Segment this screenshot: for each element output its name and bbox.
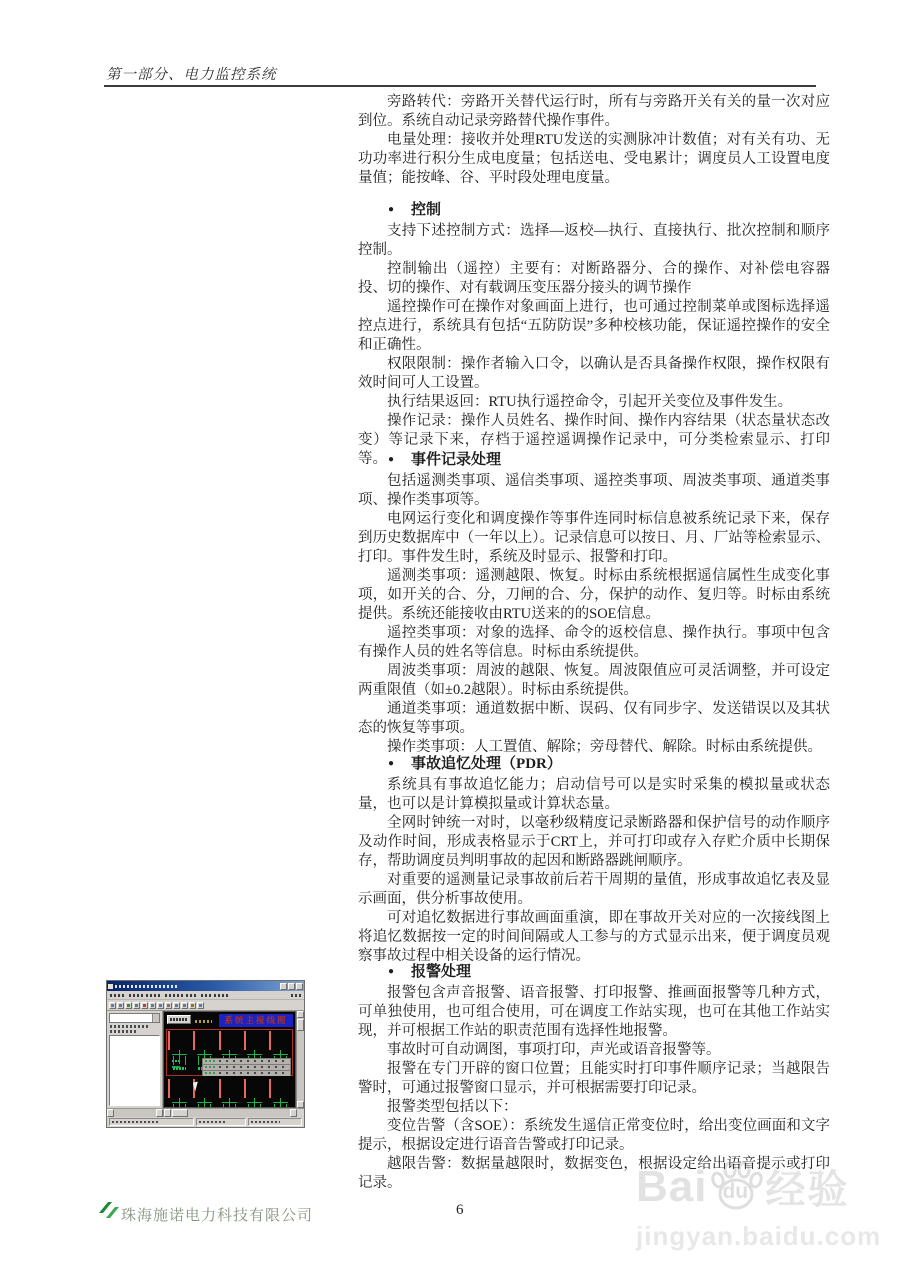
body-paragraph: 事故时可自动调图，事项打印，声光或语音报警等。 (387, 1042, 721, 1058)
header-section-title: 第一部分、电力监控系统 (106, 67, 277, 83)
bullet-icon: ● (388, 966, 395, 977)
toolbar-icon (165, 1002, 172, 1009)
vertical-scrollbar (296, 1011, 304, 1108)
body-paragraph: 周波类事项：周波的越限、恢复。周波限值应可灵活调整，并可设定两重限值（如±0.2越限）。时标由系统提供。 (358, 663, 830, 698)
section-heading (358, 450, 830, 470)
intro-block (358, 93, 830, 188)
canvas-h-scrollbar (164, 1109, 297, 1117)
bullet-icon: ● (388, 758, 395, 769)
menu-item (165, 994, 183, 997)
feeder-bay (219, 1080, 241, 1108)
watermark-brand-latin: Bai (636, 1161, 708, 1211)
toolbar-icon (149, 1002, 156, 1009)
scroll-left-icon (107, 1109, 114, 1117)
body-paragraph: 操作记录：操作人员姓名、操作时间、操作内容结果（状态量状态改变）等记录下来，存档于遥控遥调操作记录中，可分类检索显示、打印等。 (358, 413, 830, 467)
panel-label (110, 1025, 148, 1028)
body-paragraph: 操作类事项：人工置值、解除；旁母替代、解除。时标由系统提供。 (387, 739, 822, 755)
section-pdr (358, 754, 830, 966)
body-paragraph: 电量处理：接收并处理RTU发送的实测脉冲计数值；对有关有功、无功功率进行积分生成电度量；包括送电、受电累计；调度员人工设置电度量值；能按峰、谷、平时段处理电度量。 (358, 132, 830, 186)
body-paragraph: 旁路转代：旁路开关替代运行时，所有与旁路开关有关的量一次对应到位。系统自动记录旁路替代操作事件。 (358, 94, 830, 129)
section-heading (358, 962, 830, 982)
toolbar-icon (109, 1002, 116, 1009)
watermark-paw-text: du (722, 1179, 749, 1203)
bullet-icon: ● (388, 204, 395, 215)
body-paragraph: 全网时钟统一对时，以毫秒级精度记录断路器和保护信号的动作顺序及动作时间，形成表格显示于CRT上，并可打印或存入存贮介质中长期保存，帮助调度员判明事故的起因和断路器跳闸顺序。 (358, 815, 830, 869)
toolbar-icon (125, 1002, 132, 1009)
body-paragraph: 遥控操作可在操作对象画面上进行，也可通过控制菜单或图标选择遥控点进行，系统具有包括“五防防误”多种校核功能，保证遥控操作的安全和正确性。 (358, 299, 830, 353)
body-paragraph: 变位告警（含SOE）：系统发生遥信正常变位时，给出变位画面和文字提示，根据设定进行语音告警或打印记录。 (358, 1118, 830, 1153)
toolbar-icon (189, 1002, 196, 1009)
body-paragraph: 控制输出（遥控）主要有：对断路器分、合的操作、对补偿电容器投、切的操作、对有载调压变压器分接头的调节操作 (358, 261, 830, 296)
menu-item (129, 994, 143, 997)
body-paragraph: 报警在专门开辟的窗口位置；且能实时打印事件顺序记录；当越限告警时，可通过报警窗口显示，并可根据需要打印记录。 (358, 1061, 830, 1096)
embedded-screenshot-figure (106, 980, 305, 1128)
body-paragraph: 越限告警：数据量越限时，数据变色，根据设定给出语音提示或打印记录。 (358, 1156, 830, 1191)
scroll-left-icon (164, 1109, 171, 1117)
body-paragraph: 对重要的遥测量记录事故前后若干周期的量值，形成事故追忆表及显示画面，供分析事故使用。 (358, 872, 830, 907)
menu-bar (107, 991, 304, 1000)
list-box (109, 1035, 160, 1106)
scrollbar-thumb (172, 1109, 188, 1117)
horizontal-scroll-row (107, 1108, 304, 1117)
toolbar-icon (181, 1002, 188, 1009)
section-alarm (358, 962, 830, 1193)
body-paragraph: 报警包含声音报警、语音报警、打印报警、推画面报警等几种方式，可单独使用，也可组合使用，可在调度工作站实现，也可在其他工作站实现，并可根据工作站的职责范围有选择性地报警。 (358, 985, 830, 1039)
footer-company-name: 珠海施诺电力科技有限公司 (121, 1207, 314, 1224)
company-logo-icon (97, 1200, 121, 1225)
watermark-brand-cn: 经验 (765, 1168, 850, 1212)
back-button (167, 1015, 191, 1024)
toolbar-icon (157, 1002, 164, 1009)
menu-item (186, 994, 198, 997)
body-paragraph: 系统具有事故追忆能力；启动信号可以是实时采集的模拟量或状态量，也可以是计算模拟量或计算状态量。 (358, 777, 830, 812)
section-heading-label: 事故追忆处理（PDR） (411, 756, 562, 772)
section-heading-label: 控制 (411, 202, 442, 218)
body-paragraph: 支持下述控制方式：选择—返校—执行、直接执行、批次控制和顺序控制。 (358, 223, 830, 258)
status-bar (107, 1117, 304, 1127)
diagram-banner-title: 系统主接线图 (219, 1014, 293, 1027)
panel-label (110, 1030, 136, 1033)
canvas-label (195, 1020, 212, 1023)
feeder-bay (269, 1080, 291, 1108)
toolbar-icon (141, 1002, 148, 1009)
scroll-up-icon (297, 1011, 304, 1018)
scrollbar-thumb (297, 1019, 304, 1031)
toolbar (107, 1000, 304, 1011)
menu-item (214, 994, 228, 997)
table-row (203, 1071, 290, 1076)
section-control (358, 200, 830, 469)
body-paragraph: 包括遥测类事项、遥信类事项、遥控类事项、周波类事项、通道类事项、操作类事项等。 (358, 473, 830, 508)
header-rule (104, 85, 816, 87)
body-paragraph: 报警类型包括以下： (387, 1099, 518, 1115)
feeder-bay (168, 1080, 190, 1108)
section-heading (358, 754, 830, 774)
child-window-controls (291, 994, 301, 997)
menu-item (110, 994, 126, 997)
body-paragraph: 电网运行变化和调度操作等事件连同时标信息被系统记录下来，保存到历史数据库中（一年以上）。记录信息可以按日、月、厂站等检索显示、打印。事件发生时，系统及时显示、报警和打印。 (358, 511, 830, 565)
feeder-bay (244, 1080, 266, 1108)
toolbar-icon (173, 1002, 180, 1009)
toolbar-icon (117, 1002, 124, 1009)
status-segment (109, 1118, 194, 1126)
scroll-right-icon (156, 1109, 163, 1117)
window-title-text (115, 985, 179, 988)
window-icon (108, 984, 113, 989)
body-paragraph: 执行结果返回：RTU执行遥控命令，引起开关变位及事件发生。 (387, 394, 793, 410)
combo-box (109, 1013, 160, 1023)
menu-item (146, 994, 162, 997)
menu-item (201, 994, 211, 997)
section-heading (358, 200, 830, 220)
section-event-record (358, 450, 830, 757)
window-body (107, 1011, 304, 1108)
page-number: 6 (456, 1202, 464, 1218)
status-segment (196, 1118, 246, 1126)
measurement-table (202, 1058, 291, 1076)
minimize-icon (280, 983, 287, 990)
body-paragraph: 通道类事项：通道数据中断、误码、仅有同步字、发送错误以及其状态的恢复等事项。 (358, 701, 830, 736)
bullet-icon: ● (388, 454, 395, 465)
toolbar-icon (197, 1002, 204, 1009)
status-segment (248, 1118, 302, 1126)
scrollbar-corner (297, 1109, 304, 1117)
body-paragraph: 可对追忆数据进行事故画面重演，即在事故开关对应的一次接线图上将追忆数据按一定的时间间隔或人工参与的方式显示出来，便于调度员观察事故过程中相关设备的运行情况。 (358, 910, 830, 964)
left-panel (107, 1011, 163, 1108)
panel-h-scrollbar (107, 1109, 164, 1117)
body-paragraph: 遥测类事项：遥测越限、恢复。时标由系统根据遥信属性生成变化事项，如开关的合、分，刀闸的合、分，保护的动作、复归等。时标由系统提供。系统还能接收由RTU送来的的SOE信息。 (358, 568, 830, 622)
diagram-canvas (163, 1011, 296, 1108)
body-paragraph: 权限限制：操作者输入口令，以确认是否具备操作权限，操作权限有效时间可人工设置。 (358, 356, 830, 391)
maximize-icon (288, 983, 295, 990)
bay-row-lower (168, 1080, 291, 1108)
scroll-down-icon (297, 1101, 304, 1108)
feeder-bay (168, 1032, 190, 1070)
window-controls (280, 983, 303, 990)
section-heading-label: 报警处理 (411, 964, 472, 980)
window-title-bar (107, 981, 304, 991)
watermark-url: jingyan.baidu.com (636, 1221, 882, 1251)
toolbar-icon (133, 1002, 140, 1009)
close-icon (296, 983, 303, 990)
section-heading-label: 事件记录处理 (411, 452, 502, 468)
scroll-right-icon (290, 1109, 297, 1117)
body-paragraph: 遥控类事项：对象的选择、命令的返校信息、操作执行。事项中包含有操作人员的姓名等信息。时标由系统提供。 (358, 625, 830, 660)
